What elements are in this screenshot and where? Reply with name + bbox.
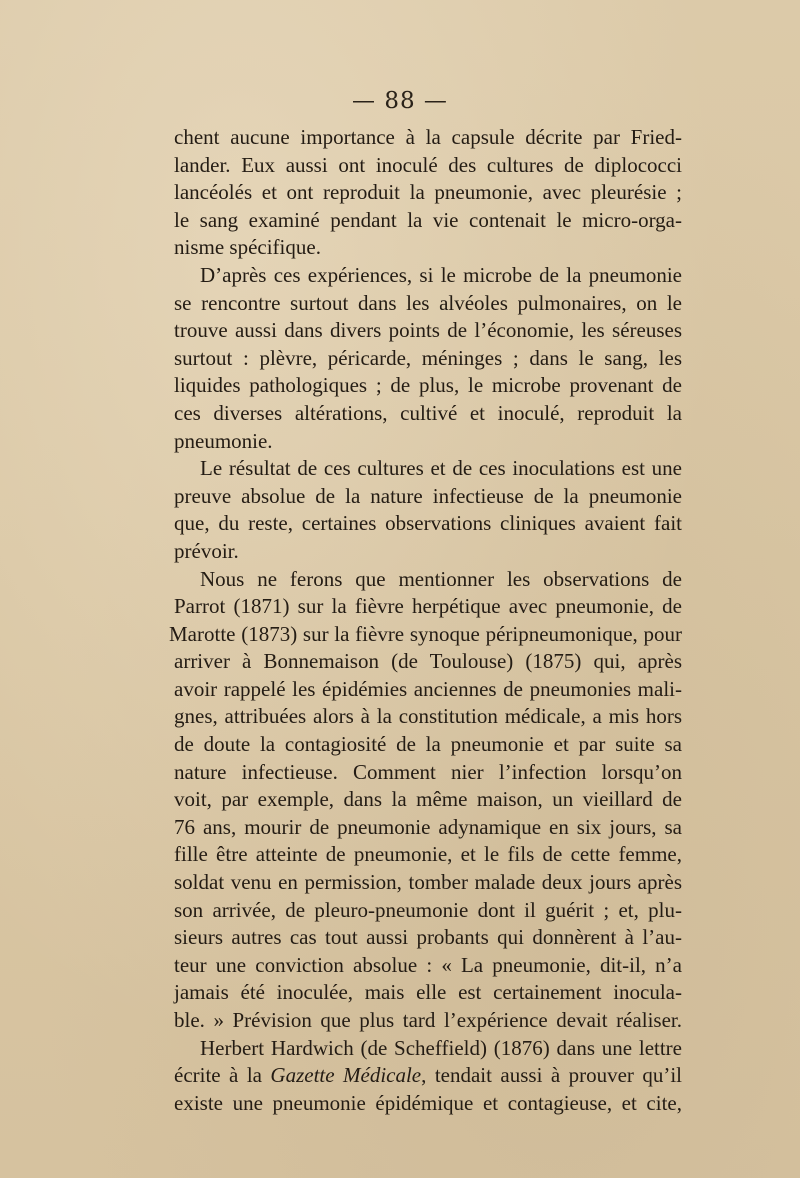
page-number: — 88 — — [352, 88, 448, 114]
text-fragment: , tendait aussi à prouver qu’il — [421, 1063, 683, 1088]
text-line: Marotte (1873) sur la fièvre synoque péripneumonique, pour — [169, 621, 682, 646]
journal-title: Gazette Médicale — [270, 1063, 422, 1088]
text-line: lancéolés et ont reproduit la pneumonie, avec pleurésie ; — [174, 180, 682, 205]
text-line: trouve aussi dans divers points de l’économie, les séreuses — [174, 318, 682, 343]
text-line: le sang examiné pendant la vie contenait le micro-orga- — [174, 207, 682, 232]
text-line: sieurs autres cas tout aussi probants qui donnèrent à l’au- — [174, 925, 682, 950]
text-line: nisme spécifique. — [174, 235, 321, 260]
paragraph-start-line: Le résultat de ces cultures et de ces inoculations est une — [200, 456, 682, 481]
text-line: teur une conviction absolue : « La pneumonie, dit-il, n’a — [174, 952, 682, 977]
text-line: se rencontre surtout dans les alvéoles pulmonaires, on le — [174, 290, 682, 315]
text-line: de doute la contagiosité de la pneumonie et par suite sa — [174, 732, 682, 757]
text-line: soldat venu en permission, tomber malade deux jours après — [174, 870, 682, 895]
text-line — [174, 1062, 682, 1090]
body-text — [169, 124, 683, 1117]
text-line: son arrivée, de pleuro-pneumonie dont il guérit ; et, plu- — [174, 897, 682, 922]
text-line: existe une pneumonie épidémique et contagieuse, et cite, — [174, 1090, 682, 1115]
text-line: ble. » Prévision que plus tard l’expérience devait réaliser. — [174, 1008, 682, 1032]
text-line: fille être atteinte de pneumonie, et le fils de cette femme, — [174, 842, 682, 867]
text-line: nature infectieuse. Comment nier l’infection lorsqu’on — [174, 759, 682, 784]
text-line: liquides pathologiques ; de plus, le microbe provenant de — [174, 373, 682, 398]
text-line: lander. Eux aussi ont inoculé des cultures de diplococci — [174, 152, 682, 177]
text-line: chent aucune importance à la capsule décrite par Fried- — [174, 125, 682, 149]
text-fragment: écrite à la — [174, 1063, 271, 1088]
paragraph-start-line: D’après ces expériences, si le microbe de la pneumonie — [200, 262, 682, 287]
text-line: voit, par exemple, dans la même maison, un vieillard de — [174, 787, 682, 812]
text-line: 76 ans, mourir de pneumonie adynamique en six jours, sa — [174, 814, 682, 839]
text-line: pneumonie. — [174, 428, 273, 453]
text-line: prévoir. — [174, 538, 239, 563]
paragraph-start-line: Herbert Hardwich (de Scheffield) (1876) dans une lettre — [200, 1035, 682, 1060]
text-line: surtout : plèvre, péricarde, méninges ; dans le sang, les — [174, 345, 682, 370]
text-line: ces diverses altérations, cultivé et inoculé, reproduit la — [174, 400, 682, 425]
text-line: arriver à Bonnemaison (de Toulouse) (1875) qui, après — [174, 649, 682, 674]
text-line: jamais été inoculée, mais elle est certainement inocula- — [174, 980, 682, 1005]
text-line: Parrot (1871) sur la fièvre herpétique avec pneumonie, de — [174, 594, 682, 619]
text-line: avoir rappelé les épidémies anciennes de pneumonies mali- — [174, 676, 682, 701]
paragraph-start-line: Nous ne ferons que mentionner les observations de — [200, 566, 682, 591]
text-line: gnes, attribuées alors à la constitution médicale, a mis hors — [174, 704, 682, 729]
text-line: preuve absolue de la nature infectieuse de la pneumonie — [174, 483, 682, 508]
text-line: que, du reste, certaines observations cliniques avaient fait — [174, 511, 682, 536]
